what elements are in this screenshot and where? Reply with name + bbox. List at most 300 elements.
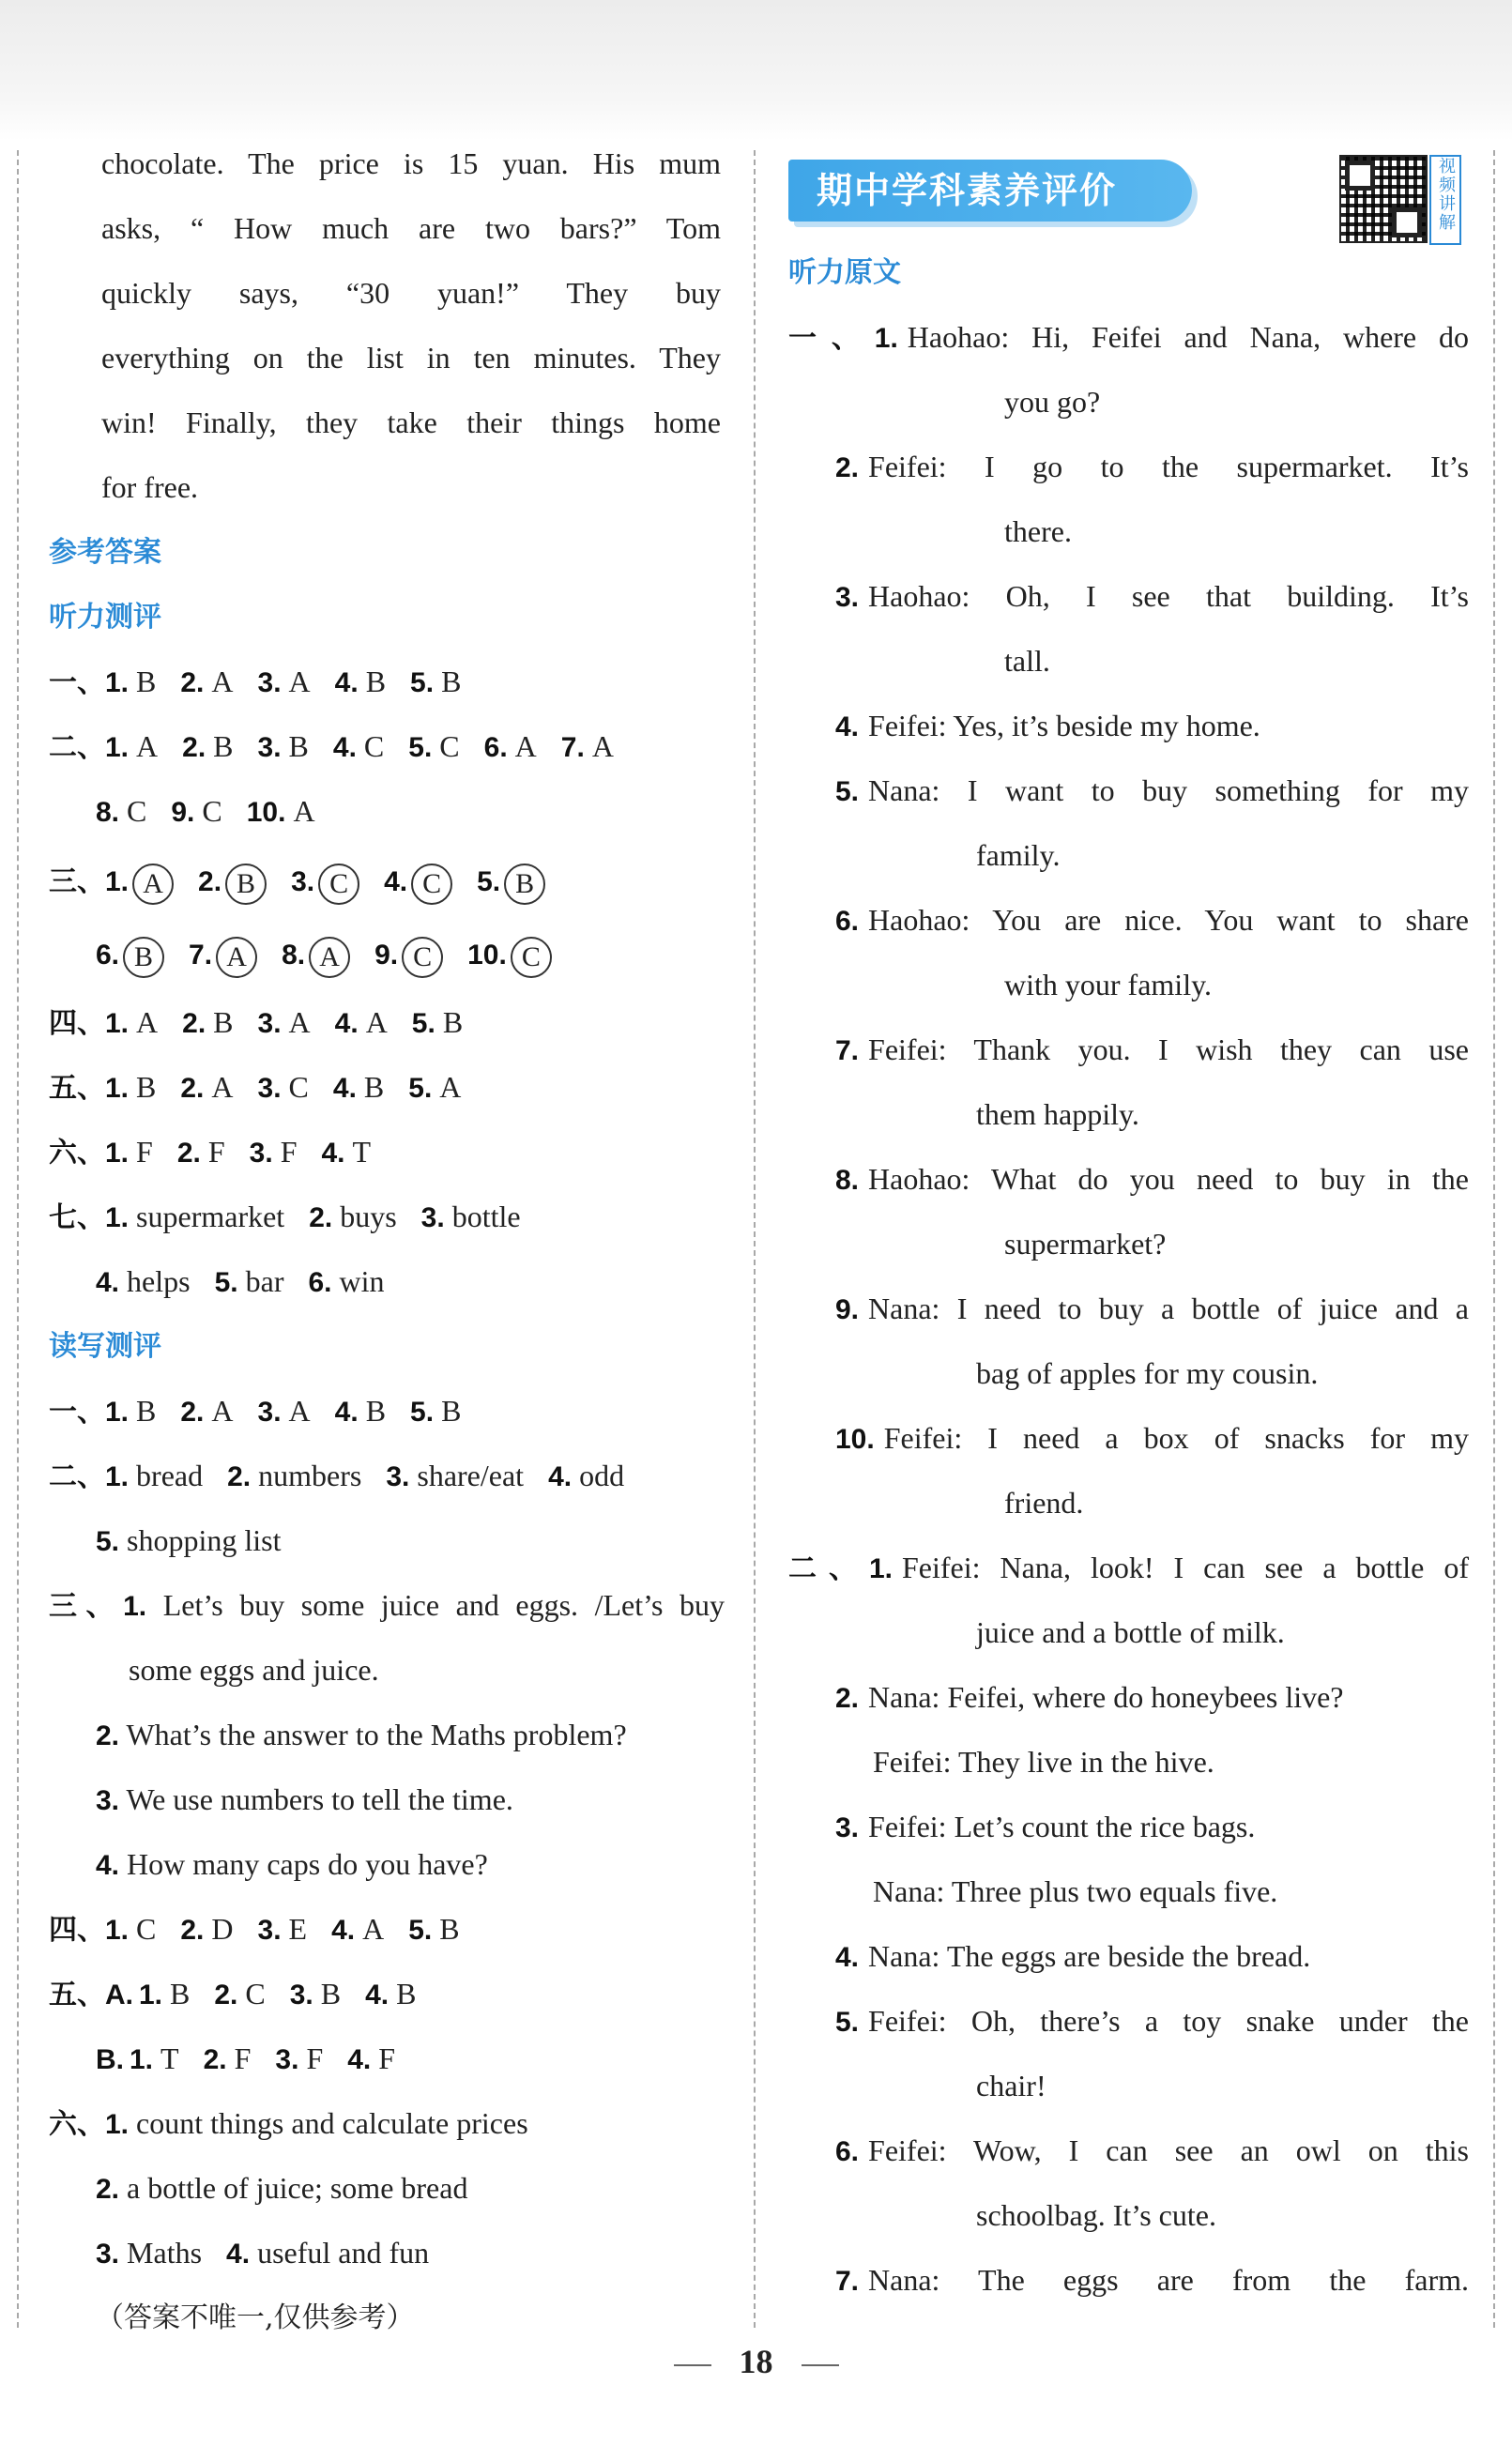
answer-item [258,1379,311,1445]
answer-item [105,1444,203,1509]
answer-value: A [591,729,614,763]
answer-value: B [363,1070,385,1104]
answer-row [49,779,725,844]
question-number: 6. [835,906,860,937]
listening-transcript-heading: 听力原文 [788,256,901,289]
transcript-text: bag of apples for my cousin. [976,1356,1319,1390]
answer-row-circled [49,917,725,990]
transcript-line [788,2118,1469,2183]
section-marker: 二、 [788,1552,869,1585]
circled-answer: B [123,937,164,978]
answer-item [335,650,386,715]
transcript-line [788,888,1469,953]
transcript-text: Feifei: Thank you. I wish they can use [868,1032,1469,1066]
transcript-line [788,564,1469,629]
question-number: 6. [308,1267,332,1298]
transcript-line [788,1989,1469,2054]
answer-value: B [365,665,387,698]
question-number: 2. [180,667,205,698]
answer-item [105,1185,284,1250]
r6-q3-q4 [49,2221,725,2285]
question-number: 7. [835,1035,860,1066]
transcript-text: friend. [1004,1486,1084,1520]
story-line: everything on the list in ten minutes. They [101,341,721,375]
answer-value: B [213,729,234,763]
question-number: 1. [105,1461,130,1492]
section-marker: 六、 [49,2108,105,2141]
answer-item [96,1249,191,1315]
circled-answer: C [402,937,443,978]
question-number: 2. [227,1461,252,1492]
answer-item [258,714,309,780]
transcript-text: Haohao: You are nice. You want to share [868,903,1469,937]
answer-row [49,1962,725,2026]
answer-row [49,1444,725,1508]
answer-value: B [170,1977,191,2010]
qr-code-icon[interactable] [1339,155,1428,243]
transcript-line [788,1277,1469,1341]
transcript-line [788,2183,1469,2248]
answer-value: B [442,1005,464,1039]
column-divider [754,150,756,2328]
answer-item [250,1120,298,1185]
answer-value: C [136,1912,157,1946]
answer-item [374,917,443,992]
footer-dash [802,2364,839,2366]
answer-item [410,650,461,715]
question-number: 2. [180,1915,205,1946]
question-number: 10. [835,1424,875,1455]
answer-value: B [441,1394,462,1428]
answer-value: F [234,2041,252,2075]
question-number: 8. [282,940,306,971]
transcript-line [788,435,1469,499]
part-label: B. [96,2044,124,2075]
question-number: 5. [96,1526,120,1557]
answer-value: B [396,1977,417,2010]
transcript-text: you go? [1004,385,1101,419]
question-number: 3. [289,1980,313,2010]
answer-item [282,917,350,992]
answer-value: C [245,1977,266,2010]
answer-value: T [352,1135,372,1169]
listening-test-heading: 听力测评 [49,601,161,634]
answer-value: T [160,2041,179,2075]
section-marker: 一、 [788,322,875,355]
question-number: 5. [214,1267,238,1298]
transcript-line [788,1471,1469,1536]
question-number: 5. [410,1397,435,1428]
transcript-text: schoolbag. It’s cute. [976,2198,1216,2232]
answer-item [421,1185,521,1250]
answer-item [182,714,233,780]
r3-q2 [49,1703,725,1767]
question-number: 4. [835,711,860,742]
answer-value: A [288,665,311,698]
transcript-text: Haohao: Hi, Feifei and Nana, where do [907,320,1470,354]
question-number: 5. [477,866,501,897]
answer-text: a bottle of juice; some bread [127,2171,468,2205]
question-number: 2. [835,452,860,483]
answer-row [49,650,725,714]
answer-item [227,1444,361,1509]
question-number: 1. [868,1553,893,1584]
answer-text: What’s the answer to the Maths problem? [126,1718,627,1751]
question-number: 3. [835,1812,860,1843]
story-line: quickly says, “30 yuan!” They buy [101,276,721,310]
transcript-text: Haohao: What do you need to buy in the [868,1162,1469,1196]
question-number: 1. [123,1591,147,1622]
question-number: 5. [408,1073,433,1104]
answer-item [214,1962,265,2027]
page-top-shade [0,0,1512,141]
answer-value: A [211,665,234,698]
answer-item [180,650,233,715]
answer-value: F [378,2041,396,2075]
transcript-text: Nana: Three plus two equals five. [873,1874,1278,1908]
transcript-line [788,370,1469,435]
question-number: 3. [257,1397,282,1428]
right-column [788,131,1469,2313]
answer-value: F [280,1135,298,1169]
answer-value: A [362,1912,385,1946]
answer-value: F [136,1135,153,1169]
question-number: 4. [321,1138,345,1169]
answer-item [331,1897,384,1963]
question-number: 6. [483,732,508,763]
answer-item [548,1444,624,1509]
answer-item [177,1120,225,1185]
section-marker: 七、 [49,1201,105,1234]
answer-row [49,1055,725,1120]
transcript-text: Nana: The eggs are from the farm. [868,2263,1469,2297]
r3-q1-line1 [49,1573,725,1638]
transcript-text: Feifei: Wow, I can see an owl on this [868,2133,1469,2167]
answer-item [96,779,146,845]
section-marker: 三、 [49,865,105,898]
answer-item [105,1897,156,1963]
question-number: 2. [835,1683,860,1714]
question-number: 3. [257,667,282,698]
answer-item [139,1962,190,2027]
circled-answer: C [411,864,452,905]
transcript-text: Feifei: I go to the supermarket. It’s [868,450,1469,483]
answer-value: F [306,2041,324,2075]
transcript-text: Nana: Feifei, where do honeybees live? [868,1680,1344,1714]
answer-item [96,1508,282,1574]
question-number: 1. [105,1915,130,1946]
question-number: 6. [96,940,120,971]
listening-transcript [788,305,1469,2313]
answer-text: Maths [127,2236,203,2270]
answer-item [347,2026,395,2092]
answer-value: A [439,1070,462,1104]
transcript-line [788,1665,1469,1730]
answer-item [408,1897,459,1963]
answer-value: B [320,1977,342,2010]
question-number: 4. [332,1073,357,1104]
question-number: 4. [226,2239,251,2270]
question-number: 1. [105,1008,130,1039]
answer-value: F [207,1135,225,1169]
story-line: for free. [101,470,199,504]
question-number: 4. [548,1461,573,1492]
answer-item [467,917,552,992]
answer-value: A [293,794,315,828]
answer-item [333,1055,384,1121]
question-number: 3. [291,866,315,897]
question-number: 5. [835,776,860,807]
left-margin-rule [17,150,19,2328]
answer-item [410,1379,461,1445]
question-number: 1. [105,1202,130,1233]
transcript-line [788,1730,1469,1795]
r6-q1 [49,2091,725,2156]
answer-row-circled [49,844,725,917]
transcript-line [788,1341,1469,1406]
question-number: 9. [171,797,195,828]
answer-item [290,1962,341,2027]
question-number: 7. [560,732,585,763]
question-number: 3. [835,582,860,613]
story-line: chocolate. The price is 15 yuan. His mum [101,146,721,180]
answer-item [258,990,311,1056]
answer-value: D [211,1912,234,1946]
answer-row [49,1120,725,1185]
question-number: 3. [275,2044,299,2075]
answer-item [386,1444,524,1509]
answer-item [308,1249,384,1315]
question-number: 4. [835,1942,860,1973]
answer-value: bottle [451,1200,521,1233]
answer-item [105,650,156,715]
transcript-line [788,305,1469,370]
section-marker: 三、 [49,1590,124,1623]
question-number: 2. [203,2044,227,2075]
answer-value: A [136,1005,159,1039]
answer-item [384,844,452,919]
answer-value: buys [340,1200,397,1233]
question-number: 4. [96,1267,120,1298]
question-number: 5. [408,732,433,763]
question-number: 2. [96,2174,120,2205]
transcript-line [788,758,1469,823]
answer-item [408,1055,461,1121]
r3-q3 [49,1767,725,1832]
circled-answer: C [318,864,359,905]
answer-item [275,2026,323,2092]
transcript-text: Feifei: I need a box of snacks for my [883,1421,1469,1455]
answer-value: C [363,729,385,763]
transcript-line [788,629,1469,694]
question-number: 9. [835,1294,860,1325]
section-marker: 四、 [49,1914,105,1947]
question-number: 4. [384,866,408,897]
question-number: 3. [96,2239,120,2270]
question-number: 1. [105,1138,130,1169]
question-number: 1. [105,732,130,763]
circled-answer: A [132,864,174,905]
answer-text: We use numbers to tell the time. [126,1782,513,1816]
answer-value: supermarket [136,1200,285,1233]
answer-item [198,844,267,919]
section-marker: 二、 [49,731,105,764]
answer-item [180,1897,233,1963]
question-number: 10. [467,940,507,971]
question-number: 3. [386,1461,410,1492]
answer-value: bread [136,1459,204,1492]
answer-item [408,714,459,780]
answer-item [247,779,315,845]
question-number: 4. [96,1850,120,1881]
answer-row [49,1249,725,1314]
answer-value: B [439,1912,460,1946]
transcript-line [788,1795,1469,1859]
question-number: 7. [189,940,213,971]
section-marker: 五、 [49,1072,105,1105]
answer-value: shopping list [127,1523,282,1557]
transcript-line [788,1212,1469,1277]
question-number: 4. [332,732,357,763]
answer-value: share/eat [417,1459,525,1492]
answer-item [171,779,221,845]
question-number: 1. [105,1397,130,1428]
answer-item [105,1379,156,1445]
answer-row [49,1897,725,1962]
answer-note: （答案不唯一,仅供参考） [96,2301,415,2334]
answer-item [335,990,388,1056]
answer-item [215,1249,284,1315]
circled-answer: A [309,937,350,978]
question-number: 3. [249,1138,273,1169]
section-marker: 五、 [49,1979,105,2011]
transcript-text: Feifei: Oh, there’s a toy snake under the [868,2004,1469,2038]
question-number: 2. [182,732,206,763]
transcript-text: family. [976,838,1061,872]
answer-value: B [136,1394,157,1428]
question-number: 3. [96,1785,120,1816]
reading-writing-heading: 读写测评 [49,1330,161,1363]
answer-item [335,1379,386,1445]
answer-value: win [339,1264,385,1298]
answer-item [180,1379,233,1445]
qr-tag-text: 视频讲解 [1436,157,1456,232]
question-number: 4. [334,667,359,698]
question-number: 2. [214,1980,238,2010]
transcript-text: Nana: I want to buy something for my [868,773,1469,807]
answer-value: B [136,665,157,698]
question-number: 3. [257,1073,282,1104]
question-number: 10. [246,797,286,828]
transcript-text: Feifei: Nana, look! I can see a bottle of [901,1551,1470,1584]
page-number-footer [0,2342,1512,2381]
answer-item [180,1055,233,1121]
transcript-line [788,1406,1469,1471]
question-number: 3. [257,732,282,763]
r6-q2 [49,2156,725,2221]
transcript-text: chair! [976,2069,1046,2102]
answer-item [105,1120,153,1185]
answer-item [258,650,311,715]
answer-row [49,1379,725,1444]
answer-value: A [288,1394,311,1428]
question-number: 2. [309,1202,333,1233]
answer-item [105,1055,156,1121]
r3-q4 [49,1832,725,1897]
section-marker: 二、 [49,1460,105,1493]
answer-item [412,990,463,1056]
video-explanation-tag [1429,155,1461,245]
answer-value: B [288,729,309,763]
transcript-line [788,1924,1469,1989]
question-number: 8. [96,797,120,828]
answer-value: A [211,1394,234,1428]
answer-item [130,2026,179,2092]
story-text [49,131,725,520]
question-number: 2. [182,1008,206,1039]
question-number: 2. [180,1073,205,1104]
question-number: 3. [257,1008,282,1039]
question-number: 4. [331,1915,356,1946]
answer-item [477,844,545,919]
transcript-text: with your family. [1004,968,1212,1001]
transcript-text: tall. [1004,644,1050,678]
transcript-line [788,694,1469,758]
circled-answer: C [511,937,552,978]
answer-item [291,844,359,919]
transcript-line [788,2248,1469,2313]
question-number: 4. [365,1980,389,2010]
answer-value: helps [127,1264,191,1298]
transcript-line [788,2054,1469,2118]
answer-item [561,714,614,780]
section-marker: 一、 [49,666,105,699]
question-number: 3. [420,1202,445,1233]
transcript-line [788,499,1469,564]
answer-item [258,1055,309,1121]
question-number: 8. [835,1165,860,1196]
answer-item [365,1962,416,2027]
transcript-line [788,823,1469,888]
transcript-text: Nana: I need to buy a bottle of juice and a [868,1292,1469,1325]
question-number: 1. [105,1073,130,1104]
transcript-line [788,1147,1469,1212]
answer-item [321,1120,371,1185]
answer-value: C [439,729,460,763]
answer-value: E [288,1912,308,1946]
question-number: 1. [105,667,130,698]
answer-value: B [136,1070,157,1104]
question-number: 1. [105,2109,130,2140]
transcript-line [788,1600,1469,1665]
answer-text: How many caps do you have? [127,1847,488,1881]
page-number: 18 [739,2343,773,2380]
question-number: 1. [130,2044,154,2075]
answer-item [105,990,158,1056]
transcript-line [788,1859,1469,1924]
transcript-line [788,1536,1469,1600]
answer-value: B [365,1394,387,1428]
answer-value: C [127,794,147,828]
question-number: 4. [334,1397,359,1428]
answer-row [49,1185,725,1249]
question-number: 2. [176,1138,201,1169]
question-number: 1. [105,866,130,897]
answer-value: bar [245,1264,284,1298]
story-line: asks, “ How much are two bars?” Tom [101,211,721,245]
question-number: 5. [835,2007,860,2038]
transcript-line [788,1017,1469,1082]
